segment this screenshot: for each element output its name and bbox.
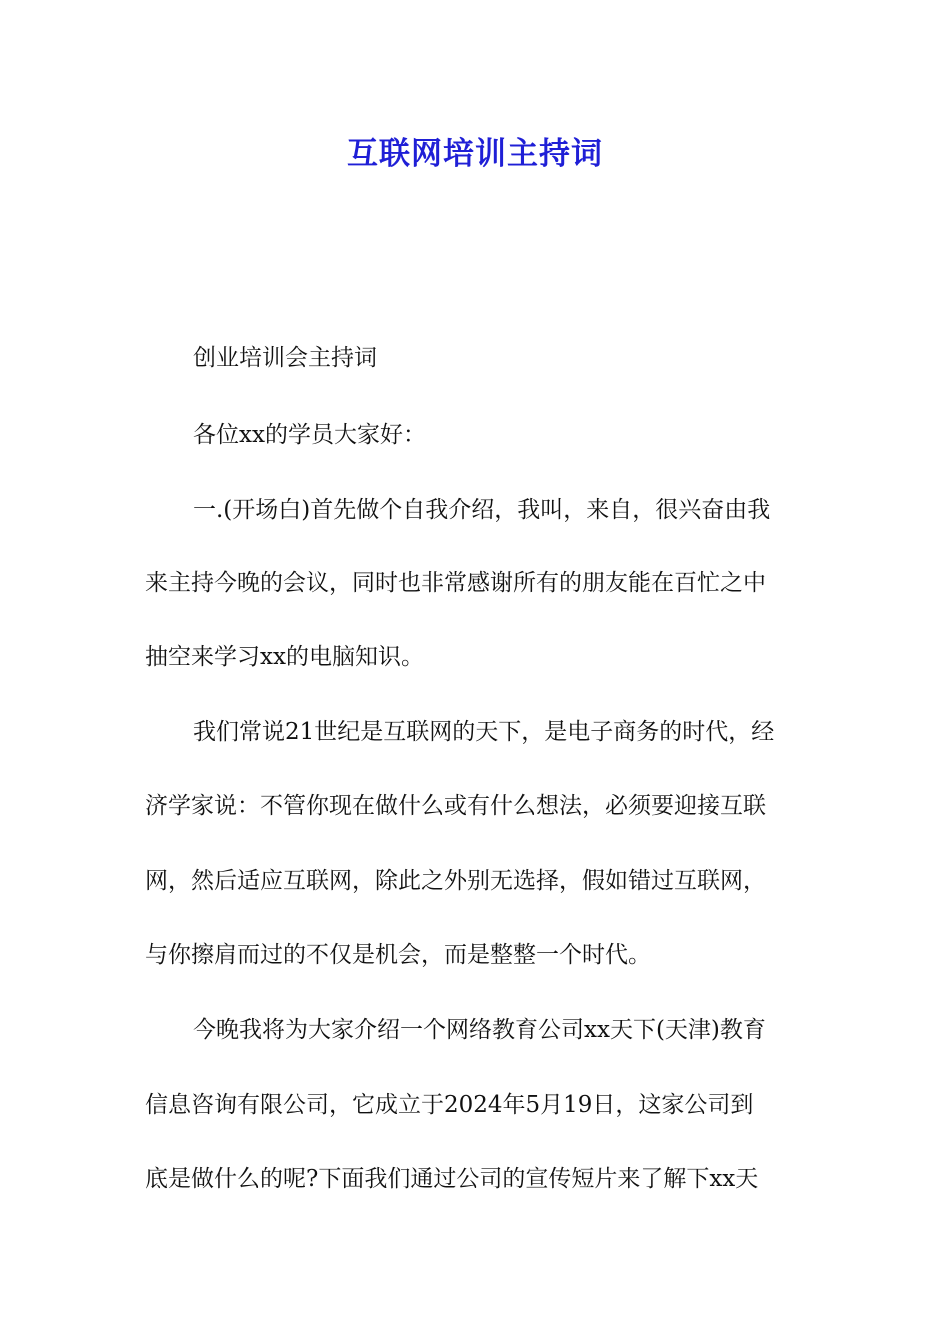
paragraph-line: 底是做什么的呢?下面我们通过公司的宣传短片来了解下xx天 [145, 1166, 759, 1192]
paragraph-line: 与你擦肩而过的不仅是机会，而是整整一个时代。 [145, 942, 651, 968]
paragraph-line: 一.(开场白)首先做个自我介绍，我叫，来自，很兴奋由我 [193, 497, 771, 523]
paragraph-line: 来主持今晚的会议，同时也非常感谢所有的朋友能在百忙之中 [145, 570, 766, 596]
paragraph-line: 今晚我将为大家介绍一个网络教育公司xx天下(天津)教育 [193, 1017, 766, 1043]
paragraph-line: 济学家说：不管你现在做什么或有什么想法，必须要迎接互联 [145, 793, 766, 819]
paragraph-line: 抽空来学习xx的电脑知识。 [145, 644, 424, 670]
paragraph-line: 我们常说21世纪是互联网的天下，是电子商务的时代，经 [193, 719, 775, 745]
heading-line: 创业培训会主持词 [193, 345, 377, 371]
paragraph-line: 信息咨询有限公司，它成立于2024年5月19日，这家公司到 [145, 1092, 754, 1118]
document-title: 互联网培训主持词 [347, 136, 603, 172]
greeting-line: 各位xx的学员大家好： [193, 422, 426, 448]
paragraph-line: 网，然后适应互联网，除此之外别无选择，假如错过互联网， [145, 868, 766, 894]
